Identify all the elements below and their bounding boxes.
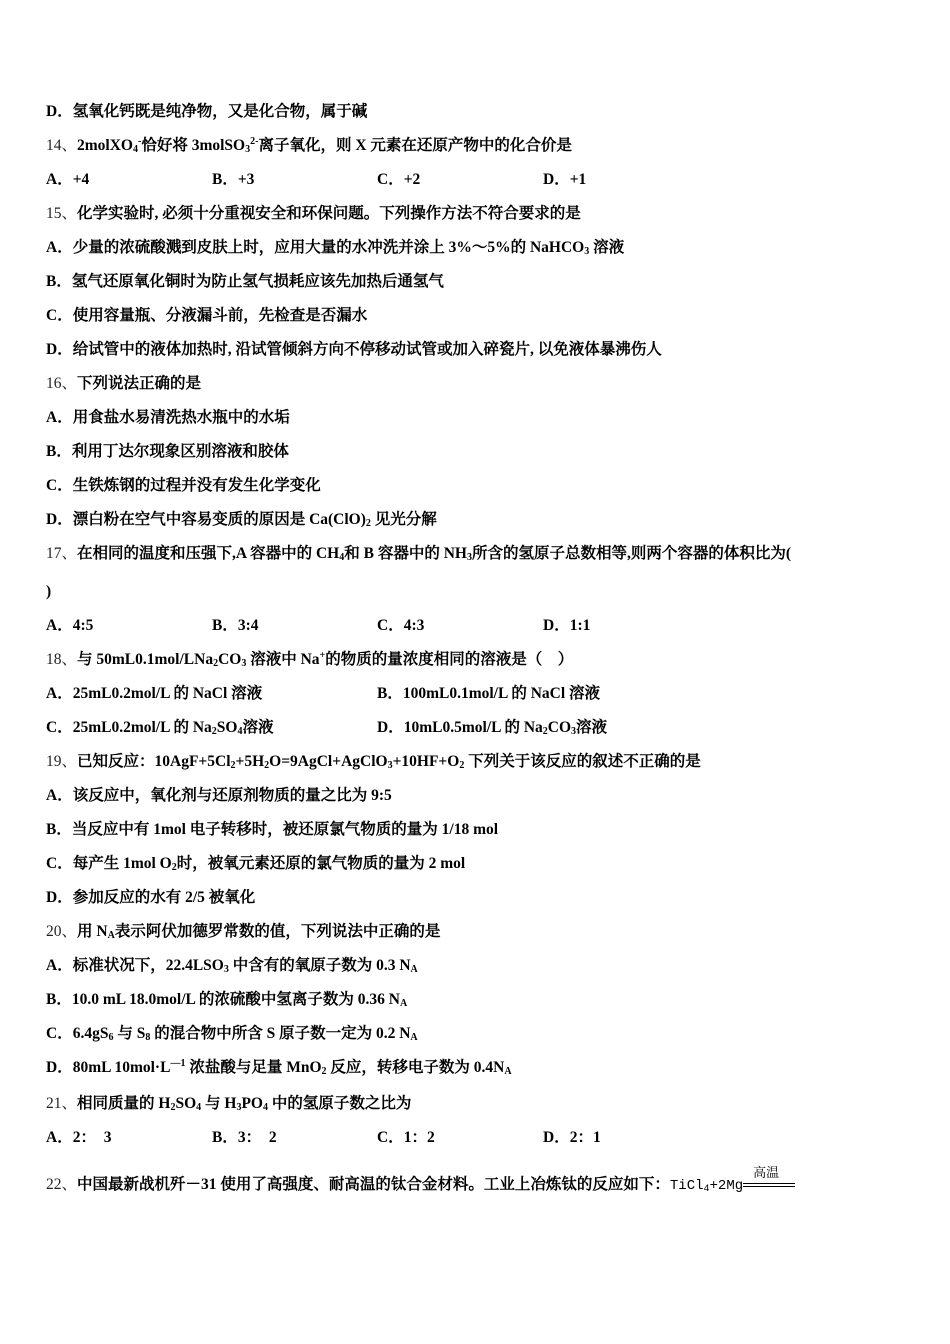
q18-stem xyxy=(46,650,573,670)
option-text: A．少量的浓硫酸溅到皮肤上时，应用大量的水冲洗并涂上 3%～5%的 NaHCO xyxy=(46,239,585,256)
subscript: 4 xyxy=(237,726,243,737)
q20-stem xyxy=(46,922,440,942)
stem-text: 下列关于该反应的叙述不正确的是 xyxy=(464,753,701,770)
subscript: 2 xyxy=(230,760,236,771)
subscript: A xyxy=(107,930,115,941)
question-number: 20、 xyxy=(46,923,78,940)
q21-option-b: B．3： 2 xyxy=(212,1129,277,1146)
q15-option-b: B．氢气还原氧化铜时为防止氢气损耗应该先加热后通氢气 xyxy=(46,273,444,290)
question-number: 22、 xyxy=(46,1176,78,1193)
q16-option-d xyxy=(46,510,437,530)
q21-option-a: A．2： 3 xyxy=(46,1129,112,1146)
subscript: A xyxy=(504,1066,512,1077)
option-text: 的混合物中所含 S 原子数一定为 0.2 N xyxy=(150,1025,411,1042)
stem-text: +10HF+O xyxy=(392,753,460,770)
option-text: 溶液 xyxy=(242,719,274,736)
q13-option-d: D．氢氧化钙既是纯净物，又是化合物，属于碱 xyxy=(46,103,368,120)
condition-label: 高温 xyxy=(753,1165,780,1180)
question-number: 21、 xyxy=(46,1095,78,1112)
stem-text: 所含的氢原子总数相等,则两个容器的体积比为( xyxy=(471,545,791,562)
q21-options xyxy=(46,1128,906,1148)
q16-option-c: C．生铁炼钢的过程并没有发生化学变化 xyxy=(46,477,321,494)
equation-text: +2Mg xyxy=(709,1178,744,1194)
q14-stem xyxy=(46,136,572,156)
q16-option-a: A．用食盐水易清洗热水瓶中的水垢 xyxy=(46,409,290,426)
option-text: A．标准状况下，22.4LSO xyxy=(46,957,224,974)
question-number: 17、 xyxy=(46,545,78,562)
q17-stem-close: ) xyxy=(46,583,52,600)
q20-option-b xyxy=(46,990,407,1010)
option-text: 反应，转移电子数为 0.4N xyxy=(326,1059,505,1076)
q15-stem xyxy=(46,204,581,224)
q14-option-a: A．+4 xyxy=(46,171,90,188)
q15-option-d: D．给试管中的液体加热时, 沿试管倾斜方向不停移动试管或加入碎瓷片, 以免液体暴沸伤人 xyxy=(46,341,662,358)
subscript: 4 xyxy=(262,1102,268,1113)
subscript: 2 xyxy=(264,760,270,771)
q17-option-b: B．3:4 xyxy=(212,617,259,634)
stem-text: 恰好将 3molSO xyxy=(141,137,246,154)
double-line-bottom xyxy=(743,1186,795,1187)
subscript: 4 xyxy=(132,144,138,155)
q17-option-d: D．1:1 xyxy=(543,617,591,634)
subscript: 4 xyxy=(196,1102,202,1113)
q19-option-a: A．该反应中，氧化剂与还原剂物质的量之比为 9:5 xyxy=(46,787,392,804)
subscript: 2 xyxy=(213,658,219,669)
stem-text: 表示阿伏加德罗常数的值，下列说法中正确的是 xyxy=(114,923,441,940)
option-text: C．6.4gS xyxy=(46,1025,109,1042)
equation-text: TiCl xyxy=(669,1178,704,1194)
stem-text: PO xyxy=(241,1095,263,1112)
superscript: + xyxy=(319,650,326,661)
option-text: 中含有的氧原子数为 0.3 N xyxy=(228,957,411,974)
q16-option-b: B．利用丁达尔现象区别溶液和胶体 xyxy=(46,443,289,460)
subscript: 6 xyxy=(108,1032,114,1043)
stem-text: 与 H xyxy=(201,1095,237,1112)
subscript: 4 xyxy=(703,1184,710,1195)
subscript: 2 xyxy=(321,1066,327,1077)
question-number: 19、 xyxy=(46,753,78,770)
stem-text: 2molXO xyxy=(77,137,133,154)
superscript: - xyxy=(137,136,142,147)
q18-options-row1 xyxy=(46,684,906,704)
q18-option-c xyxy=(46,718,273,738)
option-text: B．10.0 mL 18.0mol/L 的浓硫酸中氢离子数为 0.36 N xyxy=(46,991,400,1008)
subscript: A xyxy=(410,1032,418,1043)
subscript: 2 xyxy=(170,1102,176,1113)
stem-text: 已知反应：10AgF+5Cl xyxy=(77,753,231,770)
q14-option-d: D．+1 xyxy=(543,171,587,188)
subscript: 2 xyxy=(365,518,371,529)
subscript: 3 xyxy=(571,726,577,737)
stem-text: 中的氢原子数之比为 xyxy=(267,1095,412,1112)
q17-option-a: A．4:5 xyxy=(46,617,94,634)
subscript: A xyxy=(399,998,408,1009)
stem-text: CO xyxy=(218,651,242,668)
q21-option-d: D．2：1 xyxy=(543,1129,601,1146)
q17-options xyxy=(46,616,906,636)
q18-option-b: B．100mL0.1mol/L 的 NaCl 溶液 xyxy=(377,685,601,702)
q14-options xyxy=(46,170,906,190)
q18-option-d xyxy=(377,718,607,738)
question-number: 15、 xyxy=(46,205,78,222)
q22-stem xyxy=(46,1165,795,1196)
q17-option-c: C．4:3 xyxy=(377,617,425,634)
option-text: D．漂白粉在空气中容易变质的原因是 Ca(ClO) xyxy=(46,511,366,528)
question-number: 16、 xyxy=(46,375,78,392)
subscript: 4 xyxy=(339,552,345,563)
stem-text: 和 B 容器中的 NH xyxy=(344,545,467,562)
q15-option-a xyxy=(46,238,624,258)
option-text: 见光分解 xyxy=(370,511,437,528)
subscript: 3 xyxy=(584,246,590,257)
option-text: D．10mL0.5mol/L 的 Na xyxy=(377,719,543,736)
subscript: 3 xyxy=(241,658,247,669)
option-text: 与 S xyxy=(113,1025,146,1042)
stem-text: 的物质的量浓度相同的溶液是（ ） xyxy=(325,651,574,668)
option-text: CO xyxy=(547,719,572,736)
superscript: 2- xyxy=(250,136,259,147)
subscript: 3 xyxy=(387,760,393,771)
q19-stem xyxy=(46,752,701,772)
subscript: 2 xyxy=(542,726,548,737)
option-text: 浓盐酸与足量 MnO xyxy=(185,1059,322,1076)
superscript: —1 xyxy=(170,1058,186,1069)
q14-option-b: B．+3 xyxy=(212,171,255,188)
option-text: C．25mL0.2mol/L 的 Na xyxy=(46,719,212,736)
subscript: A xyxy=(410,964,418,975)
subscript: 3 xyxy=(245,144,251,155)
question-number: 14、 xyxy=(46,137,78,154)
subscript: 3 xyxy=(223,964,229,975)
subscript: 3 xyxy=(236,1102,242,1113)
q18-options-row2 xyxy=(46,718,906,738)
option-text: 溶液 xyxy=(589,239,625,256)
q14-option-c: C．+2 xyxy=(377,171,421,188)
stem-text: 中国最新战机歼－31 使用了高强度、耐高温的钛合金材料。工业上冶炼钛的反应如下： xyxy=(77,1176,670,1193)
stem-text: 用 N xyxy=(77,923,108,940)
q20-option-a xyxy=(46,956,418,976)
option-text: 时，被氧元素还原的氯气物质的量为 2 mol xyxy=(176,855,466,872)
stem-text: SO xyxy=(175,1095,197,1112)
stem-text: O=9AgCl+AgClO xyxy=(269,753,388,770)
q17-stem xyxy=(46,544,791,564)
stem-text: 溶液中 Na xyxy=(246,651,320,668)
double-line-top xyxy=(743,1183,795,1184)
q19-option-b: B．当反应中有 1mol 电子转移时，被还原氯气物质的量为 1/18 mol xyxy=(46,821,499,838)
question-number: 18、 xyxy=(46,651,78,668)
option-text: SO xyxy=(216,719,238,736)
option-text: D．80mL 10mol·L xyxy=(46,1059,171,1076)
option-text: C．每产生 1mol O xyxy=(46,855,172,872)
q19-option-c xyxy=(46,854,465,874)
stem-text: 与 50mL0.1mol/LNa xyxy=(77,651,214,668)
subscript: 2 xyxy=(459,760,465,771)
q19-option-d: D．参加反应的水有 2/5 被氧化 xyxy=(46,889,256,906)
stem-text: 离子氧化，则 X 元素在还原产物中的化合价是 xyxy=(258,137,572,154)
stem-text: 下列说法正确的是 xyxy=(77,375,202,392)
q20-option-d xyxy=(46,1058,512,1078)
subscript: 3 xyxy=(466,552,472,563)
subscript: 2 xyxy=(211,726,217,737)
subscript: 8 xyxy=(145,1032,151,1043)
q20-option-c xyxy=(46,1024,418,1044)
q18-option-a: A．25mL0.2mol/L 的 NaCl 溶液 xyxy=(46,685,263,702)
stem-text: 在相同的温度和压强下,A 容器中的 CH xyxy=(77,545,340,562)
option-text: 溶液 xyxy=(576,719,608,736)
q15-option-c: C．使用容量瓶、分液漏斗前，先检查是否漏水 xyxy=(46,307,368,324)
reaction-condition-arrow xyxy=(743,1165,795,1195)
q16-stem xyxy=(46,374,201,394)
stem-text: 相同质量的 H xyxy=(77,1095,171,1112)
q21-stem xyxy=(46,1094,411,1114)
stem-text: 化学实验时, 必须十分重视安全和环保问题。下列操作方法不符合要求的是 xyxy=(77,205,581,222)
stem-text: +5H xyxy=(235,753,265,770)
subscript: 2 xyxy=(171,862,177,873)
q21-option-c: C．1：2 xyxy=(377,1129,435,1146)
